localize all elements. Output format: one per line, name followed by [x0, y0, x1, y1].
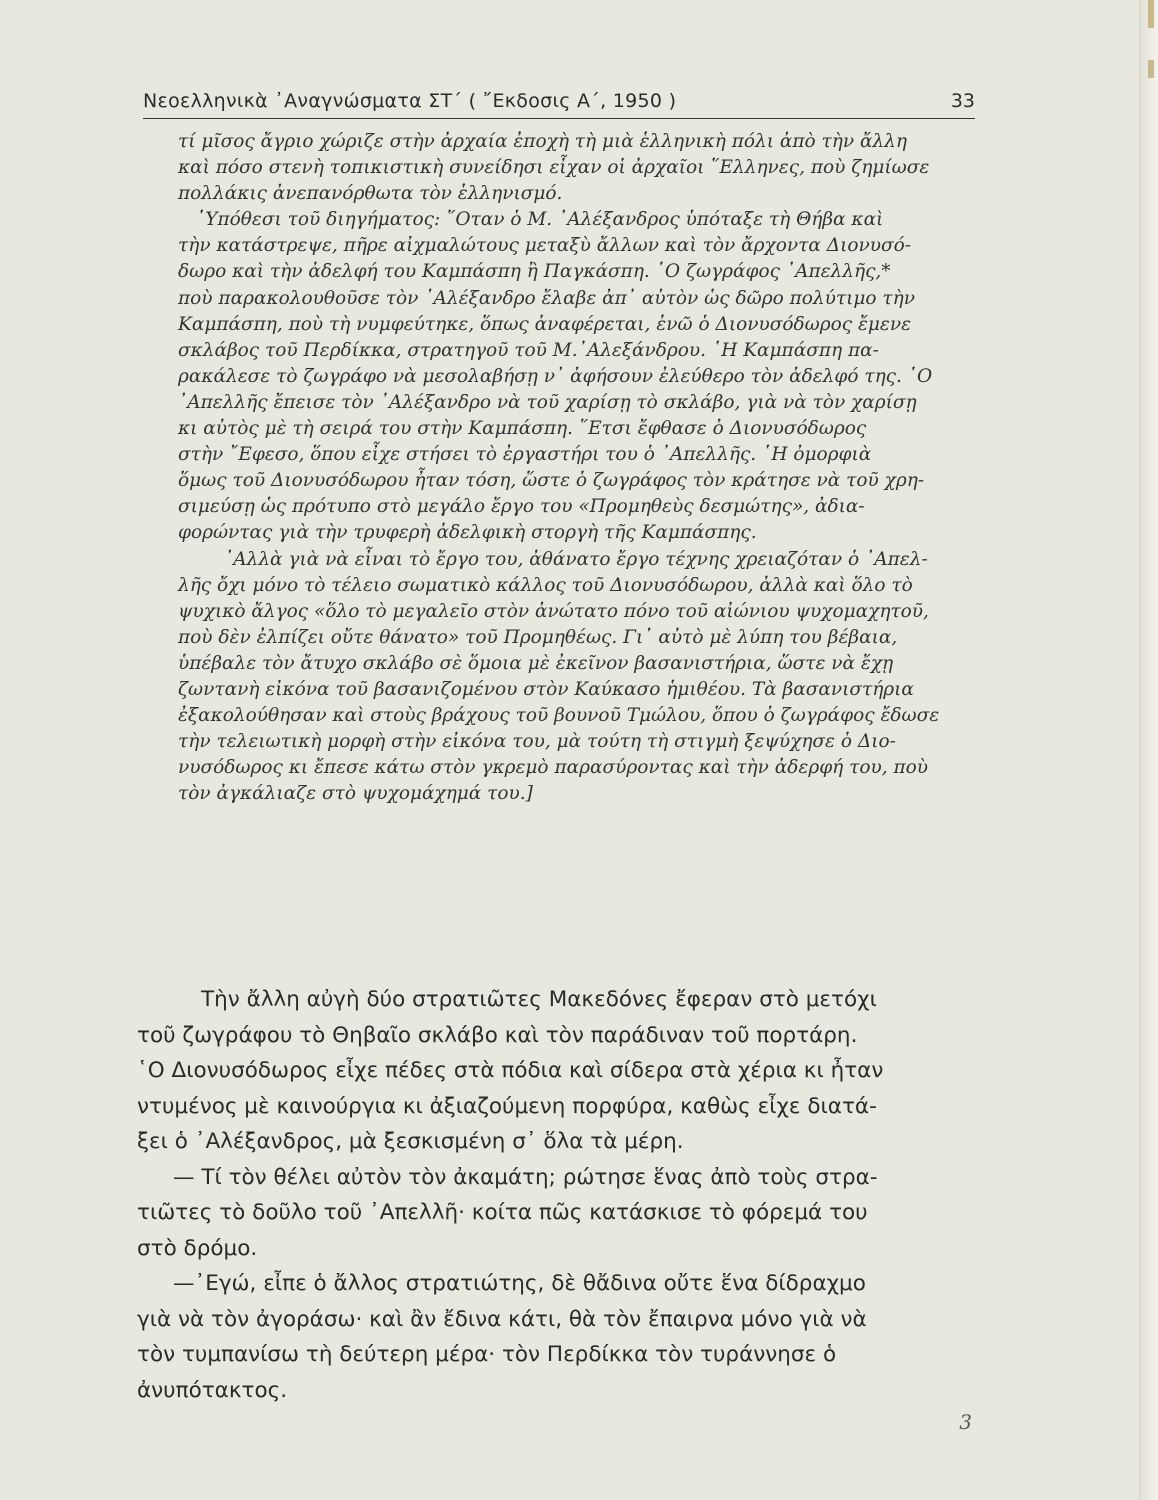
story-line: Τὴν ἄλλη αὐγὴ δύο στρατιῶτες Μακεδόνες ἔφεραν στὸ μετόχι	[201, 987, 877, 1012]
italic-line: ᾽Αλλὰ γιὰ νὰ εἶναι τὸ ἔργο του, ἀθάνατο ἔργο τέχνης χρειαζόταν ὁ ᾽Απελ-	[224, 548, 928, 570]
page-edge	[1139, 0, 1158, 1500]
story-line: ντυμένος μὲ καινούργια κι ἀξιαζούμενη πορφύρα, καθὼς εἶχε διατά-	[137, 1093, 877, 1119]
italic-line: ὑπέβαλε τὸν ἄτυχο σκλάβο σὲ ὅμοια μὲ ἐκεῖνον βασανιστήρια, ὥστε νὰ ἔχῃ	[178, 652, 894, 674]
introduction-italic-section	[178, 129, 978, 807]
running-head	[143, 90, 975, 119]
signature-mark: 3	[959, 1410, 972, 1434]
story-line: ἀνυπότακτος.	[137, 1377, 288, 1403]
story-line: τὸν τυμπανίσω τὴ δεύτερη μέρα· τὸν Περδίκκα τὸν τυράννησε ὁ	[137, 1342, 837, 1367]
story-line: τοῦ ζωγράφου τὸ Θηβαῖο σκλάβο καὶ τὸν παράδιναν τοῦ πορτάρη.	[137, 1022, 858, 1048]
italic-line: ᾽Απελλῆς ἔπεισε τὸν ᾽Αλέξανδρο νὰ τοῦ χαρίσῃ τὸ σκλάβο, γιὰ νὰ τὸν χαρίσῃ	[178, 391, 917, 413]
italic-line: λῆς ὄχι μόνο τὸ τέλειο σωματικὸ κάλλος τοῦ Διονυσόδωρου, ἀλλὰ καὶ ὅλο τὸ	[178, 574, 913, 596]
story-line: — Τί τὸν θέλει αὐτὸν τὸν ἀκαμάτη; ρώτησε ἕνας ἀπὸ τοὺς στρα-	[173, 1164, 878, 1190]
binding-mark	[1148, 0, 1154, 28]
italic-line: νυσόδωρος κι ἔπεσε κάτω στὸν γκρεμὸ παρασύροντας καὶ τὴν ἀδερφή του, ποὺ	[178, 757, 929, 779]
binding-mark	[1148, 60, 1154, 78]
italic-line: σκλάβος τοῦ Περδίκκα, στρατηγοῦ τοῦ Μ.᾽Αλεξάνδρου. ῾Η Καμπάσπη πα-	[178, 339, 879, 361]
italic-line: πολλάκις ἀνεπανόρθωτα τὸν ἑλληνισμό.	[178, 183, 563, 205]
page-number: 33	[950, 90, 975, 112]
italic-line: σιμεύσῃ ὡς πρότυπο στὸ μεγάλο ἔργο του «Προμηθεὺς δεσμώτης», ἀδια-	[178, 496, 865, 518]
italic-line: κι αὐτὸς μὲ τὴ σειρά του στὴν Καμπάσπη. ῞Ετσι ἔφθασε ὁ Διονυσόδωρος	[178, 418, 867, 440]
story-line: —᾽Εγώ, εἶπε ὁ ἄλλος στρατιώτης, δὲ θἄδινα οὔτε ἕνα δίδραχμο	[173, 1271, 866, 1296]
running-title: Νεοελληνικὰ ᾽Αναγνώσματα ΣΤ΄ ( ῎Εκδοσις Α΄, 1950 )	[143, 90, 677, 112]
italic-line: τὸν ἀγκάλιαζε στὸ ψυχομάχημά του.]	[178, 783, 533, 805]
italic-line: ζωντανὴ εἰκόνα τοῦ βασανιζομένου στὸν Καύκασο ἡμιθέου. Τὰ βασανιστήρια	[178, 678, 914, 700]
italic-line: ποὺ παρακολουθοῦσε τὸν ᾽Αλέξανδρο ἔλαβε ἀπ᾽ αὐτὸν ὡς δῶρο πολύτιμο τὴν	[178, 287, 915, 309]
italic-line: τὴν τελειωτικὴ μορφὴ στὴν εἰκόνα του, μὰ τούτη τὴ στιγμὴ ξεψύχησε ὁ Διο-	[178, 731, 896, 753]
italic-line: τὴν κατάστρεψε, πῆρε αἰχμαλώτους μεταξὺ ἄλλων καὶ τὸν ἄρχοντα Διονυσό-	[178, 235, 911, 257]
story-line: ξει ὁ ᾽Αλέξανδρος, μὰ ξεσκισμένη σ᾽ ὅλα τὰ μέρη.	[137, 1129, 684, 1154]
italic-line: στὴν ῎Εφεσο, ὅπου εἶχε στήσει τὸ ἐργαστήρι του ὁ ᾽Απελλῆς. ῾Η ὀμορφιὰ	[178, 444, 872, 466]
italic-line: καὶ πόσο στενὴ τοπικιστικὴ συνείδησι εἶχαν οἱ ἀρχαῖοι ῞Ελληνες, ποὺ ζημίωσε	[178, 157, 930, 179]
italic-line: ψυχικὸ ἄλγος «ὅλο τὸ μεγαλεῖο στὸν ἀνώτατο πόνο τοῦ αἰώνιου ψυχομαχητοῦ,	[178, 600, 929, 622]
italic-line: Καμπάσπη, ποὺ τὴ νυμφεύτηκε, ὅπως ἀναφέρεται, ἐνῶ ὁ Διονυσόδωρος ἔμενε	[178, 313, 912, 335]
italic-line: ἐξακολούθησαν καὶ στοὺς βράχους τοῦ βουνοῦ Τμώλου, ὅπου ὁ ζωγράφος ἔδωσε	[178, 705, 940, 727]
main-story-text	[137, 982, 977, 1408]
italic-line: ὅμως τοῦ Διονυσόδωρου ἦταν τόση, ὥστε ὁ ζωγράφος τὸν κράτησε νὰ τοῦ χρη-	[178, 470, 925, 492]
italic-line: τί μῖσος ἄγριο χώριζε στὴν ἀρχαία ἐποχὴ τὴ μιὰ ἑλληνικὴ πόλι ἀπὸ τὴν ἄλλη	[178, 131, 907, 152]
italic-line: ρακάλεσε τὸ ζωγράφο νὰ μεσολαβήσῃ ν᾽ ἀφήσουν ἐλεύθερο τὸν ἀδελφό της. ῾Ο	[178, 365, 933, 387]
italic-line: ῾Υπόθεσι τοῦ διηγήματος: ῞Οταν ὁ Μ. ᾽Αλέξανδρος ὑπόταξε τὴ Θήβα καὶ	[196, 209, 884, 231]
italic-line: φορώντας γιὰ τὴν τρυφερὴ ἀδελφικὴ στοργὴ τῆς Καμπάσπης.	[178, 522, 757, 544]
story-line: τιῶτες τὸ δοῦλο τοῦ ᾽Απελλῆ· κοίτα πῶς κατάσκισε τὸ φόρεμά του	[137, 1200, 868, 1225]
story-line: γιὰ νὰ τὸν ἀγοράσω· καὶ ἂν ἔδινα κάτι, θὰ τὸν ἔπαιρνα μόνο γιὰ νὰ	[137, 1306, 867, 1332]
italic-line: ποὺ δὲν ἐλπίζει οὔτε θάνατο» τοῦ Προμηθέως. Γι᾽ αὐτὸ μὲ λύπη του βέβαια,	[178, 626, 898, 648]
italic-line: δωρο καὶ τὴν ἀδελφή του Καμπάσπη ἢ Παγκάσπη. ῾Ο ζωγράφος ᾽Απελλῆς,*	[178, 261, 891, 283]
story-line: ῾Ο Διονυσόδωρος εἶχε πέδες στὰ πόδια καὶ σίδερα στὰ χέρια κι ἦταν	[137, 1058, 884, 1083]
story-line: στὸ δρόμο.	[137, 1235, 258, 1261]
